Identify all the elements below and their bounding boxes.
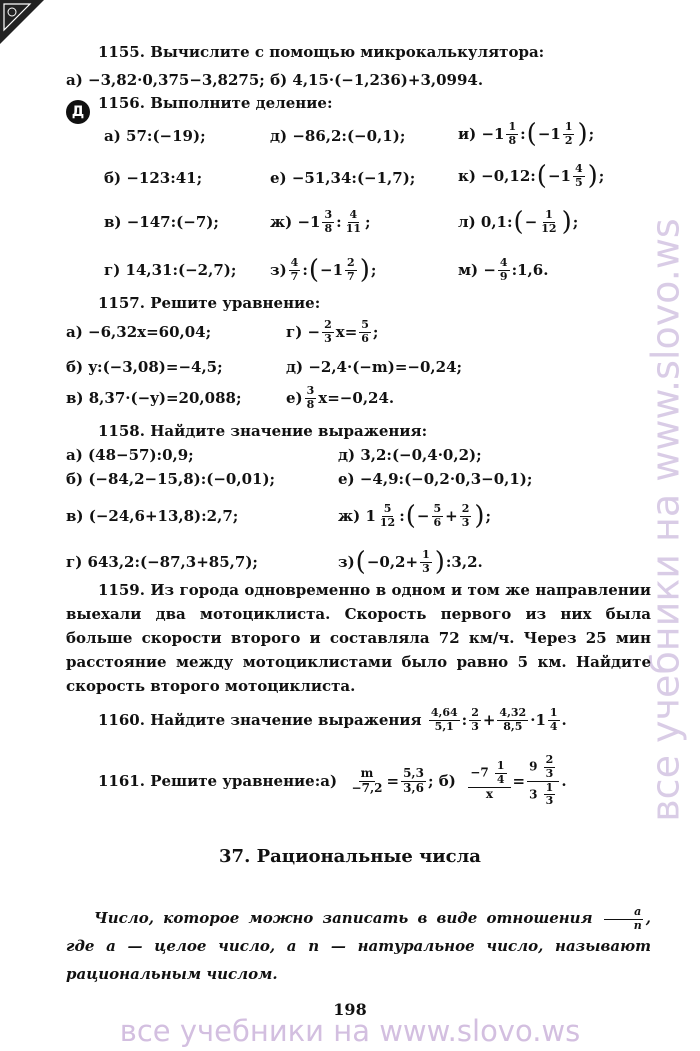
fraction: $\frac{3}{8}$ [324,207,333,235]
item-1156-k: к) −0,12: ( −1 $\frac{4}{5}$ ) ; [458,161,605,191]
problem-1161: 1161. Решите уравнение: а) $\frac{m}{-7,2}$ = $\frac{5,3}{3,6}$ ; б) −7 $\frac{1}{4}$ x = 9 $\frac{2}{3}$ 3 $\frac{1}{3}$ . [98,753,567,808]
item-1156-e: е) −51,34:(−1,7); [270,169,416,187]
fraction: 9 $\frac{2}{3}$ 3 $\frac{1}{3}$ [527,754,559,808]
item-1156-z: з) $\frac{4}{7}$ : ( −1 $\frac{2}{7}$ ) ; [270,255,377,285]
item-1156-a: а) 57:(−19); [104,127,206,145]
page-number: 198 [333,1000,367,1019]
fraction: $\frac{4}{9}$ [499,255,508,283]
section-title: 37. Рациональные числа [219,846,481,867]
problem-1155-title: 1155. Вычислите с помощью микрокалькулятора: [98,43,545,61]
fraction: $\frac{4}{5}$ [574,161,583,189]
definition: Число, которое можно записать в виде отношения $\frac{a}{n}$ , где a — целое число, а n — натуральное число, называют рациональным числом. [66,904,651,984]
problem-1155-body: а) −3,82·0,375−3,8275; б) 4,15·(−1,236)+3,0994. [66,71,484,89]
item-1158-b: б) (−84,2−15,8):(−0,01); [66,470,276,488]
fraction: $\frac{m}{-7,2}$ [351,765,383,795]
fraction: $\frac{2}{3}$ [471,705,479,733]
fraction: $\frac{5}{12}$ [379,501,396,529]
fraction: $\frac{4}{11}$ [345,207,361,235]
fraction: $\frac{4}{7}$ [290,255,299,283]
fraction: $\frac{5}{6}$ [361,317,369,345]
fraction: $\frac{5,3}{3,6}$ [403,765,424,795]
item-1158-d: д) 3,2:(−0,4·0,2); [338,446,482,464]
difficulty-badge: Д [66,100,90,124]
fraction: $\frac{1}{2}$ [564,119,573,147]
fraction: $\frac{1}{12}$ [541,207,557,235]
problem-1156-title: 1156. Выполните деление: [98,94,333,112]
problem-1159: 1159. Из города одновременно в одном и том же направлении выехали два мотоциклиста. Скорость первого из них была больше скорости второго и составляла 72 км/ч. Через 25 мин расстояние между мотоциклистами было равно 5 км. Найдите скорость второго мотоциклиста. [66,581,651,695]
fraction: $\frac{2}{7}$ [347,255,355,283]
watermark-bottom: все учебники на www.slovo.ws [119,1014,581,1048]
item-1157-g: г) − $\frac{2}{3}$ x= $\frac{5}{6}$ ; [286,317,379,345]
fraction: $\frac{1}{4}$ [549,705,558,733]
fraction: $\frac{4,64}{5,1}$ [430,705,458,733]
item-1156-m: м) − $\frac{4}{9}$ :1,6. [458,255,549,283]
fraction: $\frac{2}{3}$ [461,501,470,529]
item-1158-a: а) (48−57):0,9; [66,446,194,464]
item-1157-e: е) $\frac{3}{8}$ x=−0,24. [286,383,395,411]
item-1157-v: в) 8,37·(−y)=20,088; [66,389,242,407]
item-1156-zh: ж) −1 $\frac{3}{8}$ : $\frac{4}{11}$ ; [270,207,371,235]
item-1156-g: г) 14,31:(−2,7); [104,261,237,279]
item-1157-d: д) −2,4·(−m)=−0,24; [286,358,463,376]
problem-1157-title: 1157. Решите уравнение: [98,294,321,312]
item-1156-v: в) −147:(−7); [104,213,219,231]
item-1158-g: г) 643,2:(−87,3+85,7); [66,553,258,571]
problem-1158-title: 1158. Найдите значение выражения: [98,422,428,440]
item-1156-l: л) 0,1: ( − $\frac{1}{12}$ ) ; [458,207,579,237]
item-1156-d: д) −86,2:(−0,1); [270,127,406,145]
item-1158-z: з) ( −0,2+ $\frac{1}{3}$ ) :3,2. [338,547,483,577]
item-1158-v: в) (−24,6+13,8):2,7; [66,507,239,525]
fraction: $\frac{1}{8}$ [508,119,517,147]
fraction: $\frac{1}{3}$ [422,547,430,575]
watermark-vertical: все учебники на www.slovo.ws [644,218,688,822]
fraction: $\frac{2}{3}$ [324,317,332,345]
fraction: $\frac{5}{6}$ [433,501,442,529]
item-1158-zh: ж) 1 $\frac{5}{12}$ : ( − $\frac{5}{6}$ + $\frac{2}{3}$ ) ; [338,501,492,531]
item-1156-i: и) −1 $\frac{1}{8}$ : ( −1 $\frac{1}{2}$ ) ; [458,119,595,149]
item-1158-e: е) −4,9:(−0,2·0,3−0,1); [338,470,533,488]
fraction: $\frac{3}{8}$ [306,383,315,411]
problem-1160: 1160. Найдите значение выражения $\frac{4,64}{5,1}$ : $\frac{2}{3}$ + $\frac{4,32}{8,5}$ ·1 $\frac{1}{4}$ . [98,705,567,733]
corner-ornament [0,0,44,44]
fraction: −7 $\frac{1}{4}$ x [468,760,510,801]
fraction-a-over-n: $\frac{a}{n}$ [604,906,644,932]
item-1156-b: б) −123:41; [104,169,203,187]
item-1157-b: б) y:(−3,08)=−4,5; [66,358,223,376]
fraction: $\frac{4,32}{8,5}$ [499,705,527,733]
item-1157-a: а) −6,32x=60,04; [66,323,212,341]
